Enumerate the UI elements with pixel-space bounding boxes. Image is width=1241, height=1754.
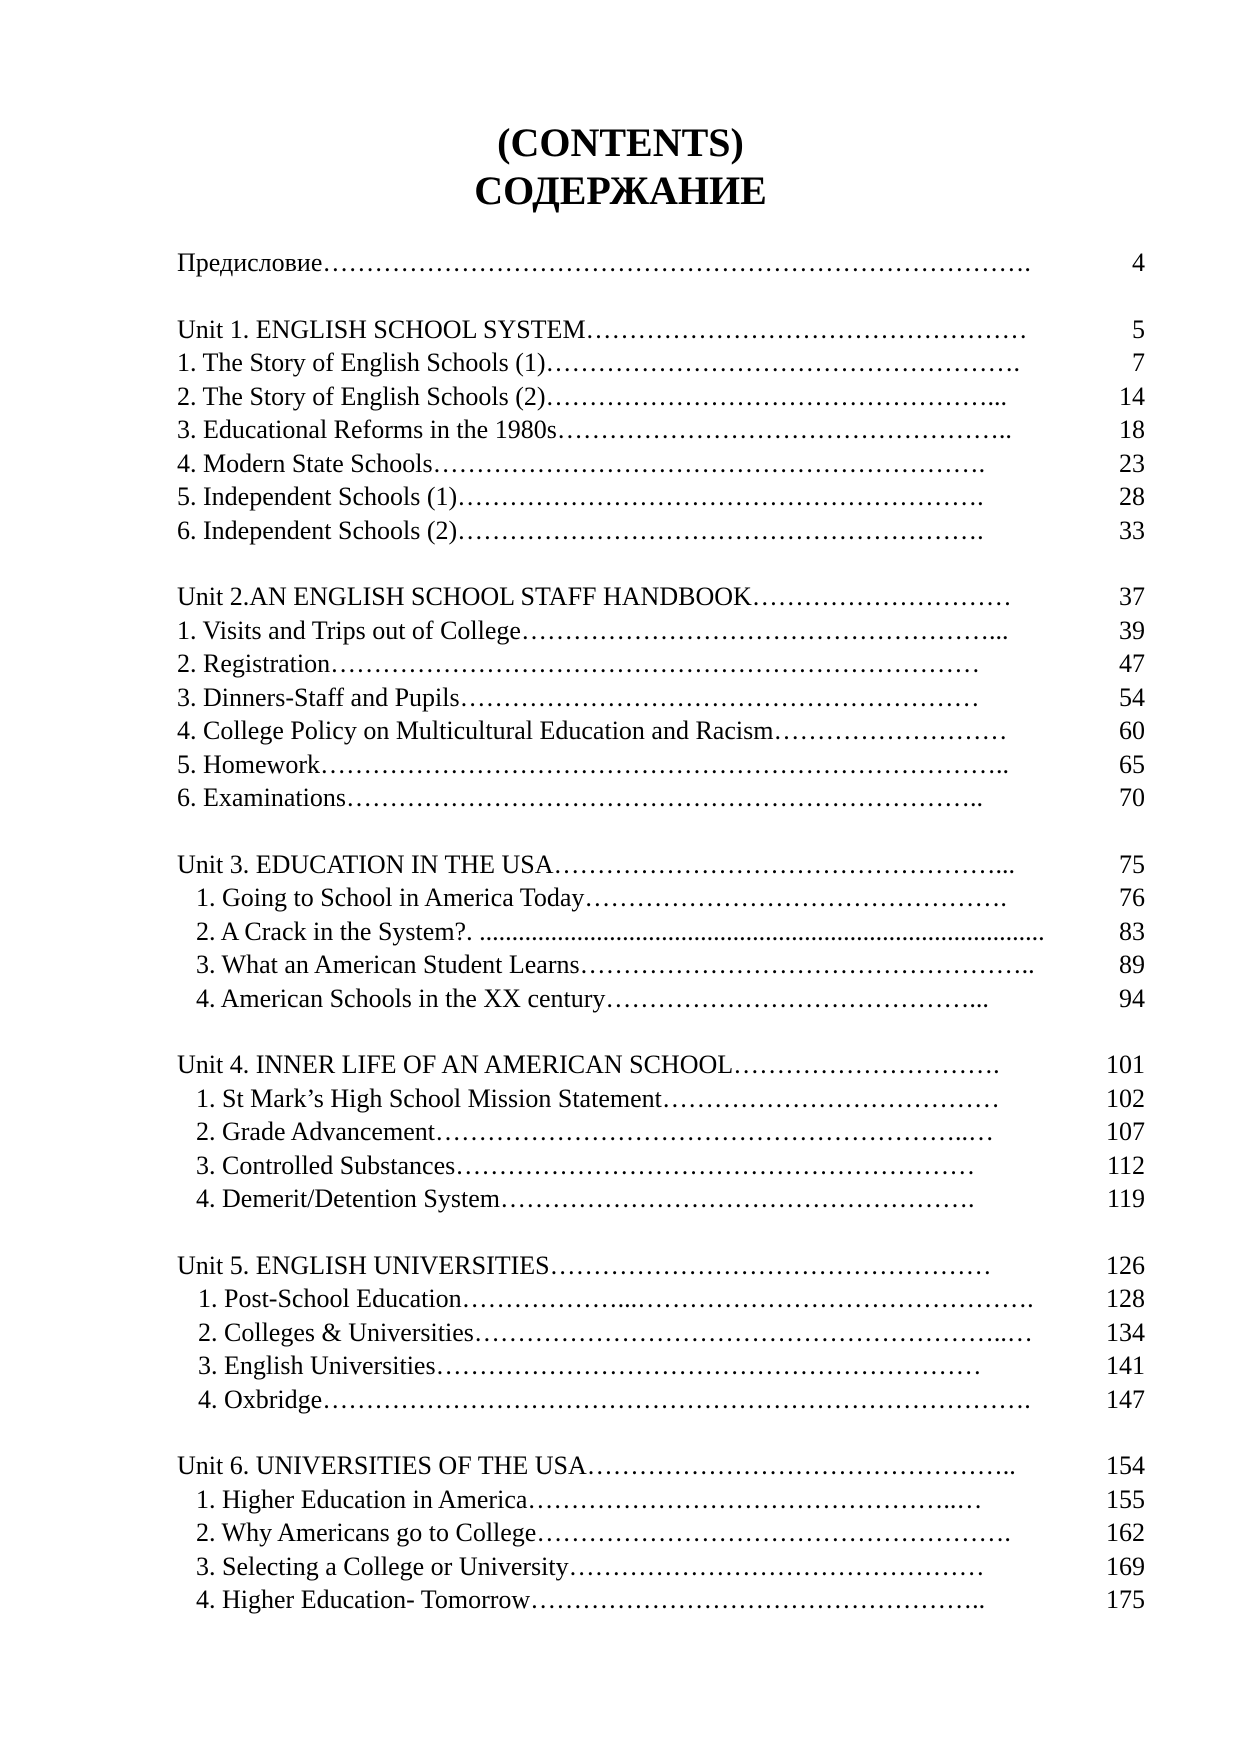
toc-entry-page: 7 — [1132, 348, 1145, 377]
toc-entry — [177, 948, 1145, 982]
toc-entry — [177, 1449, 1145, 1483]
toc-entry — [177, 714, 1145, 748]
toc-entry-title: 4. Modern State Schools………………………………………………………. — [177, 448, 986, 478]
toc-entry-page: 175 — [1106, 1585, 1145, 1614]
toc-entry-title: 1. Post-School Education………………...………………………………………. — [198, 1284, 1034, 1313]
toc-entry-page: 134 — [1106, 1317, 1145, 1347]
toc-entry — [177, 1550, 1145, 1584]
contents-title-russian: СОДЕРЖАНИЕ — [474, 168, 767, 213]
toc-entry-page: 107 — [1106, 1117, 1145, 1146]
toc-entry-page: 37 — [1119, 582, 1145, 611]
toc-entry-page: 47 — [1119, 649, 1145, 678]
toc-entry-title: 5. Independent Schools (1)……………………………………………………. — [177, 482, 984, 511]
toc-entry-page: 5 — [1132, 314, 1145, 344]
toc-entry — [177, 1182, 1145, 1216]
toc-entry-title: Unit 1. ENGLISH SCHOOL SYSTEM…………………………………………… — [177, 314, 1028, 344]
toc-entry-title: 3. Educational Reforms in the 1980s…………………………………………….. — [177, 415, 1012, 444]
toc-entry-page: 70 — [1119, 783, 1145, 812]
toc-entry-title: 1. The Story of English Schools (1)………………………………………………. — [177, 348, 1021, 377]
toc-entry — [177, 781, 1145, 815]
toc-entry — [177, 413, 1145, 447]
toc-entry-title: Unit 3. EDUCATION IN THE USA……………………………………………... — [177, 849, 1016, 879]
toc-entry-page: 33 — [1119, 515, 1145, 545]
toc-entry-title: 6. Independent Schools (2)……………………………………………………. — [177, 515, 984, 545]
toc-entry-title: 3. What an American Student Learns…………………………………………….. — [196, 950, 1035, 979]
toc-entry-title: 2. Registration………………………………………………………………… — [177, 649, 981, 678]
toc-entry-title: 1. Visits and Trips out of College………………………………………………... — [177, 615, 1009, 645]
toc-entry — [177, 1249, 1145, 1283]
toc-entry-page: 89 — [1119, 950, 1145, 979]
toc-entry-title: 1. Higher Education in America…………………………………………..… — [196, 1484, 983, 1514]
toc-entry-title: Unit 5. ENGLISH UNIVERSITIES…………………………………………… — [177, 1250, 992, 1280]
toc-entry-page: 126 — [1106, 1250, 1145, 1280]
toc-entry — [177, 1483, 1145, 1517]
toc-entry-page: 141 — [1106, 1351, 1145, 1380]
toc-entry-page: 76 — [1119, 883, 1145, 912]
toc-entry-title: 2. Why Americans go to College………………………………………………. — [196, 1518, 1011, 1547]
toc-entry-page: 23 — [1119, 448, 1145, 478]
toc-entry — [177, 1149, 1145, 1183]
toc-entry-title: 5. Homework…………………………………………………………………….. — [177, 749, 1009, 779]
toc-entry-title: 6. Examinations……………………………………………………………….. — [177, 783, 983, 812]
toc-entry-page: 154 — [1106, 1451, 1145, 1480]
toc-entry-title: 4. American Schools in the XX century……………………………………... — [196, 983, 989, 1013]
toc-entry-page: 169 — [1106, 1551, 1145, 1581]
toc-entry-page: 60 — [1119, 716, 1145, 745]
toc-entry-title: 2. The Story of English Schools (2)……………………………………………... — [177, 381, 1008, 411]
toc-entry-page: 83 — [1119, 916, 1145, 946]
toc-entry-title: Unit 4. INNER LIFE OF AN AMERICAN SCHOOL…………………………. — [177, 1050, 1000, 1079]
toc-entry-page: 94 — [1119, 983, 1145, 1013]
toc-entry-title: 1. Going to School in America Today…………………………………………. — [196, 883, 1007, 912]
toc-entry-page: 14 — [1119, 381, 1145, 411]
toc-entry-page: 54 — [1119, 682, 1145, 712]
toc-entry-page: 101 — [1106, 1050, 1145, 1079]
toc-entry — [177, 380, 1145, 414]
toc-entry-page: 155 — [1106, 1484, 1145, 1514]
toc-entry-page: 128 — [1106, 1284, 1145, 1313]
toc-entry — [177, 748, 1145, 782]
toc-entry — [177, 514, 1145, 548]
toc-entry-page: 75 — [1119, 849, 1145, 879]
toc-entry — [177, 1583, 1145, 1617]
toc-entry-title: 2. A Crack in the System?. ....................................................................................... — [196, 916, 1045, 946]
toc-entry-page: 119 — [1106, 1184, 1145, 1213]
contents-title-english: (CONTENTS) — [497, 120, 744, 165]
toc-entry — [177, 881, 1145, 915]
toc-entry-title: 2. Colleges & Universities……………………………………………………..… — [198, 1317, 1033, 1347]
toc-entry-title: 3. Dinners-Staff and Pupils…………………………………………………… — [177, 682, 980, 712]
toc-entry-page: 112 — [1106, 1150, 1145, 1180]
toc-entry-title: Unit 6. UNIVERSITIES OF THE USA………………………………………….. — [177, 1451, 1016, 1480]
toc-entry — [177, 681, 1145, 715]
toc-entry — [177, 1316, 1145, 1350]
toc-entry — [177, 1282, 1145, 1316]
toc-entry-page: 39 — [1119, 615, 1145, 645]
toc-entry-title: 4. Oxbridge………………………………………………………………………. — [198, 1384, 1031, 1414]
toc-entry — [177, 1115, 1145, 1149]
toc-entry — [177, 1048, 1145, 1082]
toc-entry — [177, 1082, 1145, 1116]
toc-entry — [177, 915, 1145, 949]
toc-entry — [177, 1516, 1145, 1550]
toc-entry-title: 4. Higher Education- Tomorrow…………………………………………….. — [196, 1585, 986, 1614]
toc-entry-title: 2. Grade Advancement……………………………………………………..… — [196, 1117, 994, 1146]
toc-entry-title: 4. College Policy on Multicultural Education and Racism……………………… — [177, 716, 1008, 745]
toc-entry — [177, 346, 1145, 380]
toc-entry-title: 1. St Mark’s High School Mission Statement………………………………… — [196, 1083, 1000, 1113]
toc-entry-title: 4. Demerit/Detention System………………………………………………. — [196, 1184, 975, 1213]
toc-entry — [177, 1349, 1145, 1383]
toc-entry-page: 147 — [1106, 1384, 1145, 1414]
toc-entry — [177, 614, 1145, 648]
toc-entry — [177, 647, 1145, 681]
toc-entry — [177, 848, 1145, 882]
toc-entry-title: 3. Selecting a College or University………………………………………… — [196, 1551, 985, 1581]
toc-entry-title: Предисловие………………………………………………………………………. — [177, 248, 1031, 277]
toc-entry-page: 102 — [1106, 1083, 1145, 1113]
toc-entry-page: 65 — [1119, 749, 1145, 779]
toc-entry-page: 4 — [1132, 248, 1145, 277]
toc-entry — [177, 447, 1145, 481]
toc-entry — [177, 246, 1145, 280]
toc-entry — [177, 313, 1145, 347]
toc-entry-page: 28 — [1119, 482, 1145, 511]
toc-entry-title: Unit 2.AN ENGLISH SCHOOL STAFF HANDBOOK………………………… — [177, 582, 1012, 611]
table-of-contents — [177, 246, 1145, 1617]
toc-entry-page: 162 — [1106, 1518, 1145, 1547]
toc-entry — [177, 580, 1145, 614]
toc-entry — [177, 982, 1145, 1016]
toc-entry-title: 3. Controlled Substances…………………………………………………… — [196, 1150, 976, 1180]
toc-entry-page: 18 — [1119, 415, 1145, 444]
toc-entry — [177, 1383, 1145, 1417]
toc-entry — [177, 480, 1145, 514]
toc-entry-title: 3. English Universities……………………………………………………… — [198, 1351, 982, 1380]
